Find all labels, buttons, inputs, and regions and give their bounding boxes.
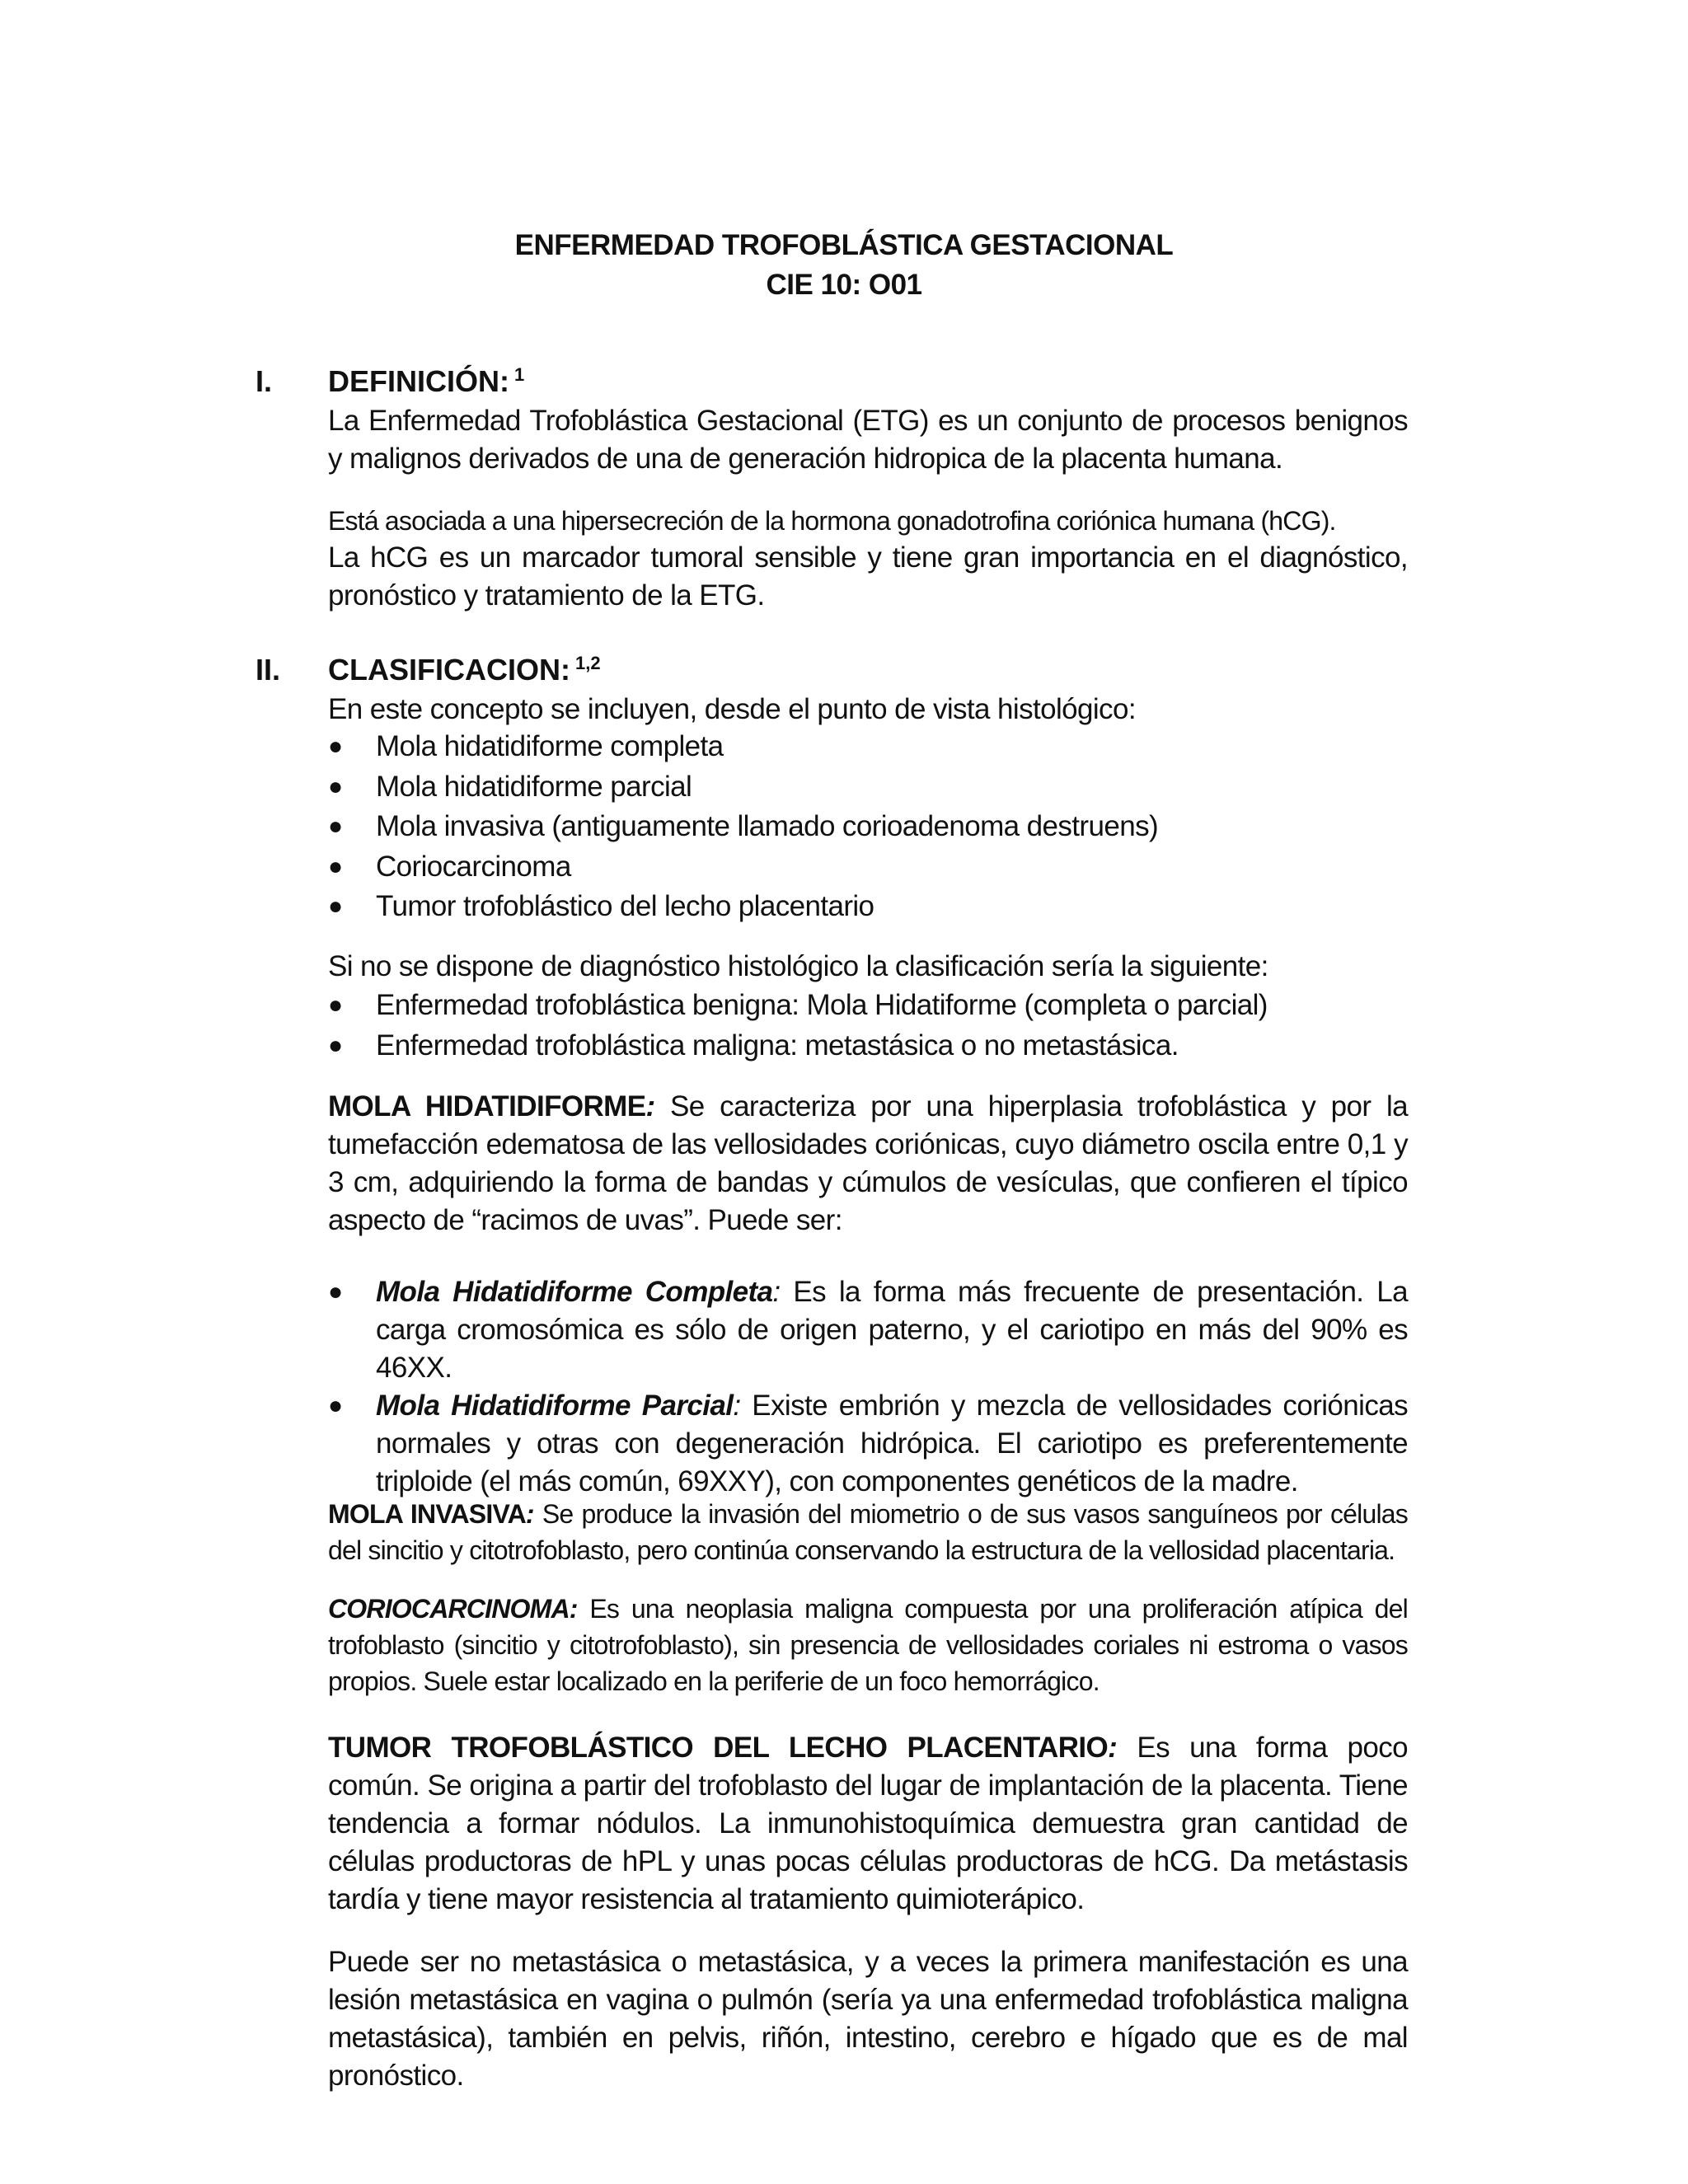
bullet-icon: ● (328, 1278, 343, 1305)
coriocarcinoma-paragraph: CORIOCARCINOMA: Es una neoplasia maligna compuesta por una proliferación atípica del trofoblasto (sincitio y citotrofoblasto), sin presencia de vellosidades coriales ni estroma o vasos propios. Suele estar localizado en la periferie de un foco hemorrágico. (328, 1594, 1408, 1696)
nonhistologic-list (328, 986, 1408, 1066)
bullet-icon: ● (328, 1392, 343, 1419)
list-item: ● Mola Hidatidiforme Completa: Es la forma más frecuente de presentación. La carga cromosómica es sólo de origen paterno, y el cariotipo en más del 90% es 46XX. (328, 1273, 1408, 1387)
bullet-icon: ● (328, 733, 343, 760)
section-1-ref: 1 (514, 364, 525, 385)
section-1-numeral: I. (256, 364, 273, 398)
document-title (0, 226, 1688, 305)
mola-invasiva-paragraph: MOLA INVASIVA: Se produce la invasión del miometrio o de sus vasos sanguíneos por células del sincitio y citotrofoblasto, pero continúa conservando la estructura de la vellosidad placentaria. (328, 1499, 1408, 1565)
list-item: ● Enfermedad trofoblástica benigna: Mola Hidatiforme (completa o parcial) (328, 986, 1408, 1026)
bullet-icon: ● (328, 852, 343, 880)
list-item: ● Mola hidatidiforme parcial (328, 767, 1408, 808)
definition-paragraph: La Enfermedad Trofoblástica Gestacional (ETG) es un conjunto de procesos benignos y malignos derivados de una de generación hidropica de la placenta humana. (328, 405, 1408, 475)
title-line-2: CIE 10: O01 (766, 269, 922, 301)
section-2-ref: 1,2 (574, 653, 601, 673)
list-item: ● Coriocarcinoma (328, 847, 1408, 888)
mola-hidatidiforme-paragraph: MOLA HIDATIDIFORME: Se caracteriza por una hiperplasia trofoblástica y por la tumefacción edematosa de las vellosidades coriónicas, cuyo diámetro oscila entre 0,1 y 3 cm, adquiriendo la forma de bandas y cúmulos de vesículas, que confieren el típico aspecto de “racimos de uvas”. Puede ser: (328, 1090, 1408, 1236)
section-2-numeral: II. (256, 653, 281, 687)
list-item: ● Tumor trofoblástico del lecho placentario (328, 887, 1408, 927)
bullet-icon: ● (328, 991, 343, 1019)
hcg-paragraph: La hCG es un marcador tumoral sensible y tiene gran importancia en el diagnóstico, pronóstico y tratamiento de la ETG. (328, 541, 1408, 612)
metastasis-paragraph: Puede ser no metastásica o metastásica, y a veces la primera manifestación es una lesión metastásica en vagina o pulmón (sería ya una enfermedad trofoblástica maligna metastásica), también en pelvis, riñón, intestino, cerebro e hígado que es de mal pronóstico. (328, 1946, 1408, 2092)
title-line-1: ENFERMEDAD TROFOBLÁSTICA GESTACIONAL (514, 229, 1174, 261)
list-item: ● Mola Hidatidiforme Parcial: Existe embrión y mezcla de vellosidades coriónicas normales y otras con degeneración hidrópica. El cariotipo es preferentemente triploide (el más común, 69XXY), con componentes genéticos de la madre. (328, 1387, 1408, 1501)
bullet-icon: ● (328, 1031, 343, 1059)
list-item: ● Mola hidatidiforme completa (328, 727, 1408, 767)
tumor-lecho-paragraph: TUMOR TROFOBLÁSTICO DEL LECHO PLACENTARIO: Es una forma poco común. Se origina a partir del trofoblasto del lugar de implantación de la placenta. Tiene tendencia a formar nódulos. La inmunohistoquímica demuestra gran cantidad de células productoras de hPL y unas pocas células productoras de hCG. Da metástasis tardía y tiene mayor resistencia al tratamiento quimioterápico. (328, 1732, 1408, 1915)
mola-types-list (328, 1273, 1408, 1501)
bullet-icon: ● (328, 772, 343, 800)
hcg-sentence: Está asociada a una hipersecreción de la hormona gonadotrofina coriónica humana (hCG). (328, 506, 1336, 536)
classification-intro: En este concepto se incluyen, desde el punto de vista histológico: (328, 693, 1136, 725)
histologic-list (328, 727, 1408, 927)
bullet-icon: ● (328, 893, 343, 920)
list-item: ● Enfermedad trofoblástica maligna: metastásica o no metastásica. (328, 1026, 1408, 1066)
mola-term: MOLA HIDATIDIFORME (328, 1090, 646, 1122)
section-1-title: DEFINICIÓN: $^1$ (328, 364, 525, 398)
list-item: ● Mola invasiva (antiguamente llamado corioadenoma destruens) (328, 807, 1408, 847)
section-2-title: CLASIFICACION: $^{1,2}$ (328, 653, 601, 687)
bullet-icon: ● (328, 813, 343, 840)
nonhistologic-intro: Si no se dispone de diagnóstico histológico la clasificación sería la siguiente: (328, 950, 1268, 982)
